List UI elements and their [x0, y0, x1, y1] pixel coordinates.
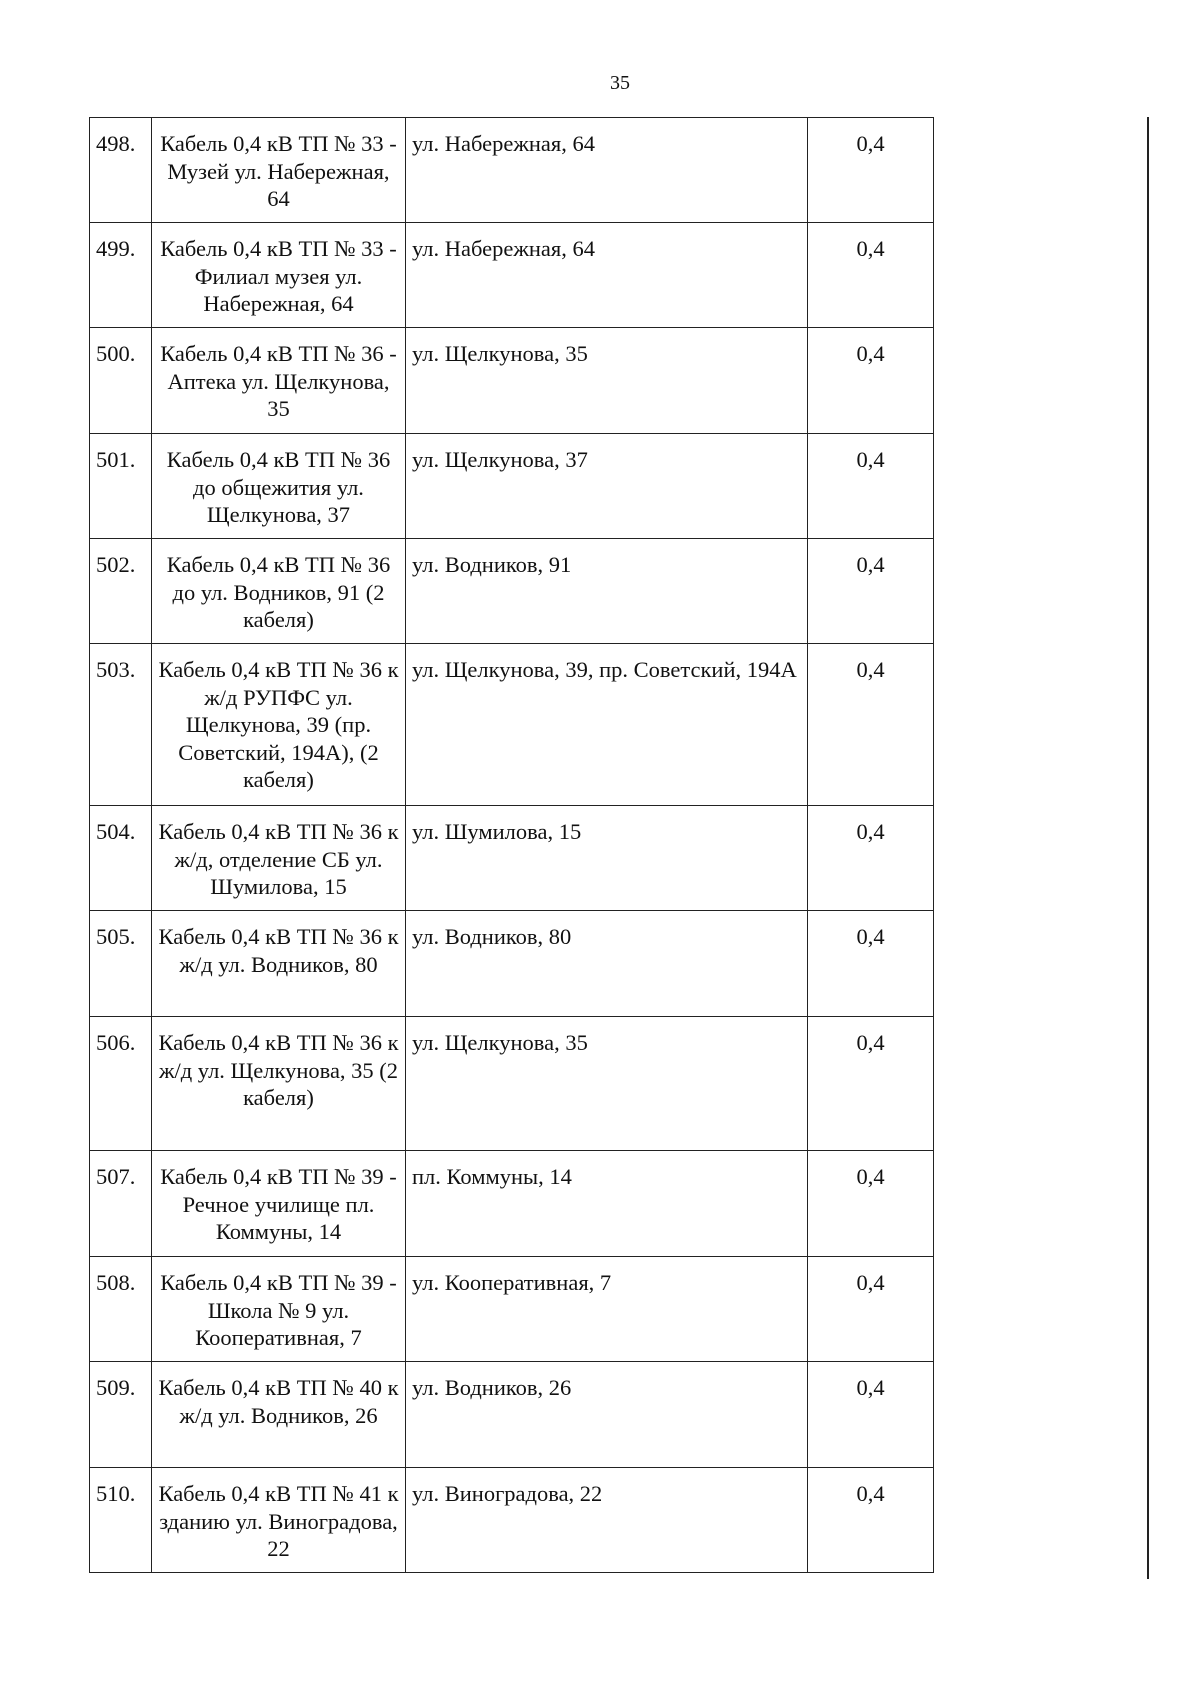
cable-voltage: 0,4 — [808, 434, 934, 539]
cable-voltage: 0,4 — [808, 328, 934, 434]
table-row — [90, 223, 934, 328]
cable-voltage: 0,4 — [808, 806, 934, 911]
cable-voltage: 0,4 — [808, 118, 934, 223]
cable-voltage: 0,4 — [808, 911, 934, 1017]
cable-voltage: 0,4 — [808, 539, 934, 644]
cable-address: ул. Щелкунова, 37 — [406, 434, 808, 539]
cable-voltage: 0,4 — [808, 223, 934, 328]
cable-address: ул. Кооперативная, 7 — [406, 1257, 808, 1362]
cable-name: Кабель 0,4 кВ ТП № 36 до ул. Водников, 91 (2 кабеля) — [152, 539, 406, 644]
cable-name: Кабель 0,4 кВ ТП № 39 - Школа № 9 ул. Кооперативная, 7 — [152, 1257, 406, 1362]
row-number: 508. — [90, 1257, 152, 1362]
table-row — [90, 806, 934, 911]
table-row — [90, 118, 934, 223]
cable-name: Кабель 0,4 кВ ТП № 36 к ж/д ул. Щелкунова, 35 (2 кабеля) — [152, 1017, 406, 1151]
cable-name: Кабель 0,4 кВ ТП № 36 до общежития ул. Щелкунова, 37 — [152, 434, 406, 539]
table-row — [90, 1017, 934, 1151]
cable-voltage: 0,4 — [808, 644, 934, 806]
row-number: 502. — [90, 539, 152, 644]
cable-name: Кабель 0,4 кВ ТП № 36 к ж/д, отделение СБ ул. Шумилова, 15 — [152, 806, 406, 911]
row-number: 509. — [90, 1362, 152, 1468]
row-number: 504. — [90, 806, 152, 911]
cable-address: пл. Коммуны, 14 — [406, 1151, 808, 1257]
cable-voltage: 0,4 — [808, 1151, 934, 1257]
cable-name: Кабель 0,4 кВ ТП № 33 - Филиал музея ул. Набережная, 64 — [152, 223, 406, 328]
cable-registry-table — [89, 117, 934, 1573]
cable-address: ул. Водников, 26 — [406, 1362, 808, 1468]
row-number: 500. — [90, 328, 152, 434]
cable-name: Кабель 0,4 кВ ТП № 33 - Музей ул. Набережная, 64 — [152, 118, 406, 223]
cable-name: Кабель 0,4 кВ ТП № 36 к ж/д ул. Водников, 80 — [152, 911, 406, 1017]
cable-name: Кабель 0,4 кВ ТП № 40 к ж/д ул. Водников, 26 — [152, 1362, 406, 1468]
cable-voltage: 0,4 — [808, 1017, 934, 1151]
cable-voltage: 0,4 — [808, 1362, 934, 1468]
cable-address: ул. Набережная, 64 — [406, 223, 808, 328]
cable-voltage: 0,4 — [808, 1468, 934, 1573]
table-row — [90, 911, 934, 1017]
cable-voltage: 0,4 — [808, 1257, 934, 1362]
row-number: 507. — [90, 1151, 152, 1257]
cable-address: ул. Виноградова, 22 — [406, 1468, 808, 1573]
row-number: 510. — [90, 1468, 152, 1573]
cable-address: ул. Щелкунова, 35 — [406, 1017, 808, 1151]
table-body — [90, 118, 934, 1573]
cable-address: ул. Набережная, 64 — [406, 118, 808, 223]
cable-name: Кабель 0,4 кВ ТП № 36 к ж/д РУПФС ул. Щелкунова, 39 (пр. Советский, 194А), (2 кабеля) — [152, 644, 406, 806]
row-number: 506. — [90, 1017, 152, 1151]
row-number: 505. — [90, 911, 152, 1017]
cable-address: ул. Водников, 91 — [406, 539, 808, 644]
table-row — [90, 434, 934, 539]
table-row — [90, 1151, 934, 1257]
cable-name: Кабель 0,4 кВ ТП № 36 - Аптека ул. Щелкунова, 35 — [152, 328, 406, 434]
cable-address: ул. Щелкунова, 39, пр. Советский, 194А — [406, 644, 808, 806]
cable-address: ул. Водников, 80 — [406, 911, 808, 1017]
cable-name: Кабель 0,4 кВ ТП № 39 - Речное училище пл. Коммуны, 14 — [152, 1151, 406, 1257]
table-row — [90, 1468, 934, 1573]
right-margin-rule — [1147, 117, 1149, 1579]
table-row — [90, 328, 934, 434]
row-number: 503. — [90, 644, 152, 806]
cable-address: ул. Щелкунова, 35 — [406, 328, 808, 434]
table-row — [90, 1257, 934, 1362]
cable-name: Кабель 0,4 кВ ТП № 41 к зданию ул. Виноградова, 22 — [152, 1468, 406, 1573]
table-row — [90, 1362, 934, 1468]
cable-address: ул. Шумилова, 15 — [406, 806, 808, 911]
table-row — [90, 539, 934, 644]
page-number: 35 — [610, 72, 630, 94]
row-number: 498. — [90, 118, 152, 223]
row-number: 499. — [90, 223, 152, 328]
table-row — [90, 644, 934, 806]
row-number: 501. — [90, 434, 152, 539]
